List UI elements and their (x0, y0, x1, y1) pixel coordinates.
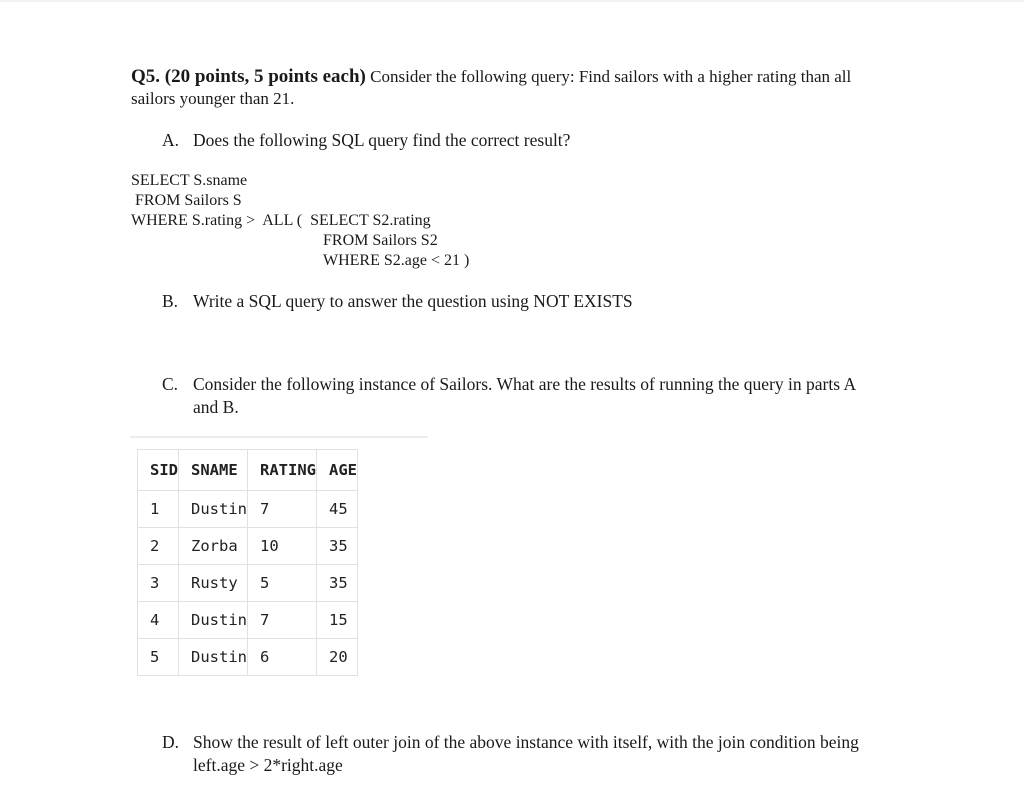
part-c-letter: C. (162, 374, 179, 394)
cell-sname: Dustin (179, 639, 248, 676)
cell-rating: 7 (248, 491, 317, 528)
cell-sid: 5 (138, 639, 179, 676)
part-d-letter: D. (162, 732, 180, 752)
cell-age: 35 (317, 565, 358, 602)
cell-rating: 5 (248, 565, 317, 602)
header-sname: SNAME (179, 450, 248, 491)
table-row (138, 639, 358, 676)
cell-age: 45 (317, 491, 358, 528)
part-d-text: Show the result of left outer join of the above instance with itself, with the join condition being left.age > 2*right.age (193, 732, 859, 775)
page-top-border (0, 0, 1024, 2)
part-b (162, 290, 633, 313)
cell-sname: Rusty (179, 565, 248, 602)
part-b-text: Write a SQL query to answer the question using NOT EXISTS (193, 291, 633, 311)
sql-line-1: SELECT S.sname (131, 172, 248, 189)
cell-age: 15 (317, 602, 358, 639)
cell-age: 20 (317, 639, 358, 676)
sailors-table (137, 449, 358, 676)
sql-line-4: FROM Sailors S2 (323, 232, 438, 249)
table-row (138, 565, 358, 602)
table-row (138, 528, 358, 565)
sql-line-3: WHERE S.rating > ALL ( SELECT S2.rating (131, 212, 431, 229)
header-rating: RATING (248, 450, 317, 491)
header-sid: SID (138, 450, 179, 491)
part-a-letter: A. (162, 130, 180, 150)
cell-sid: 4 (138, 602, 179, 639)
part-a (162, 129, 570, 152)
cell-age: 35 (317, 528, 358, 565)
table-header-row (138, 450, 358, 491)
cell-rating: 10 (248, 528, 317, 565)
sql-line-2: FROM Sailors S (131, 192, 242, 209)
cell-sid: 1 (138, 491, 179, 528)
table-row (138, 602, 358, 639)
cell-sname: Dustin (179, 491, 248, 528)
cell-sid: 3 (138, 565, 179, 602)
header-age: AGE (317, 450, 358, 491)
part-b-letter: B. (162, 291, 179, 311)
sql-line-5: WHERE S2.age < 21 ) (323, 252, 470, 269)
question-title (131, 66, 891, 110)
cell-sname: Dustin (179, 602, 248, 639)
part-a-text: Does the following SQL query find the correct result? (193, 130, 571, 150)
cell-rating: 7 (248, 602, 317, 639)
question-title-bold: Q5. (20 points, 5 points each) (131, 66, 366, 87)
cell-sname: Zorba (179, 528, 248, 565)
cell-sid: 2 (138, 528, 179, 565)
question-title-text: Consider the following query: Find sailors with a higher rating than all sailors younger than 21. (131, 67, 852, 108)
table-row (138, 491, 358, 528)
table-top-divider (130, 436, 428, 438)
cell-rating: 6 (248, 639, 317, 676)
part-c-text: Consider the following instance of Sailors. What are the results of running the query in parts A and B. (193, 374, 856, 417)
